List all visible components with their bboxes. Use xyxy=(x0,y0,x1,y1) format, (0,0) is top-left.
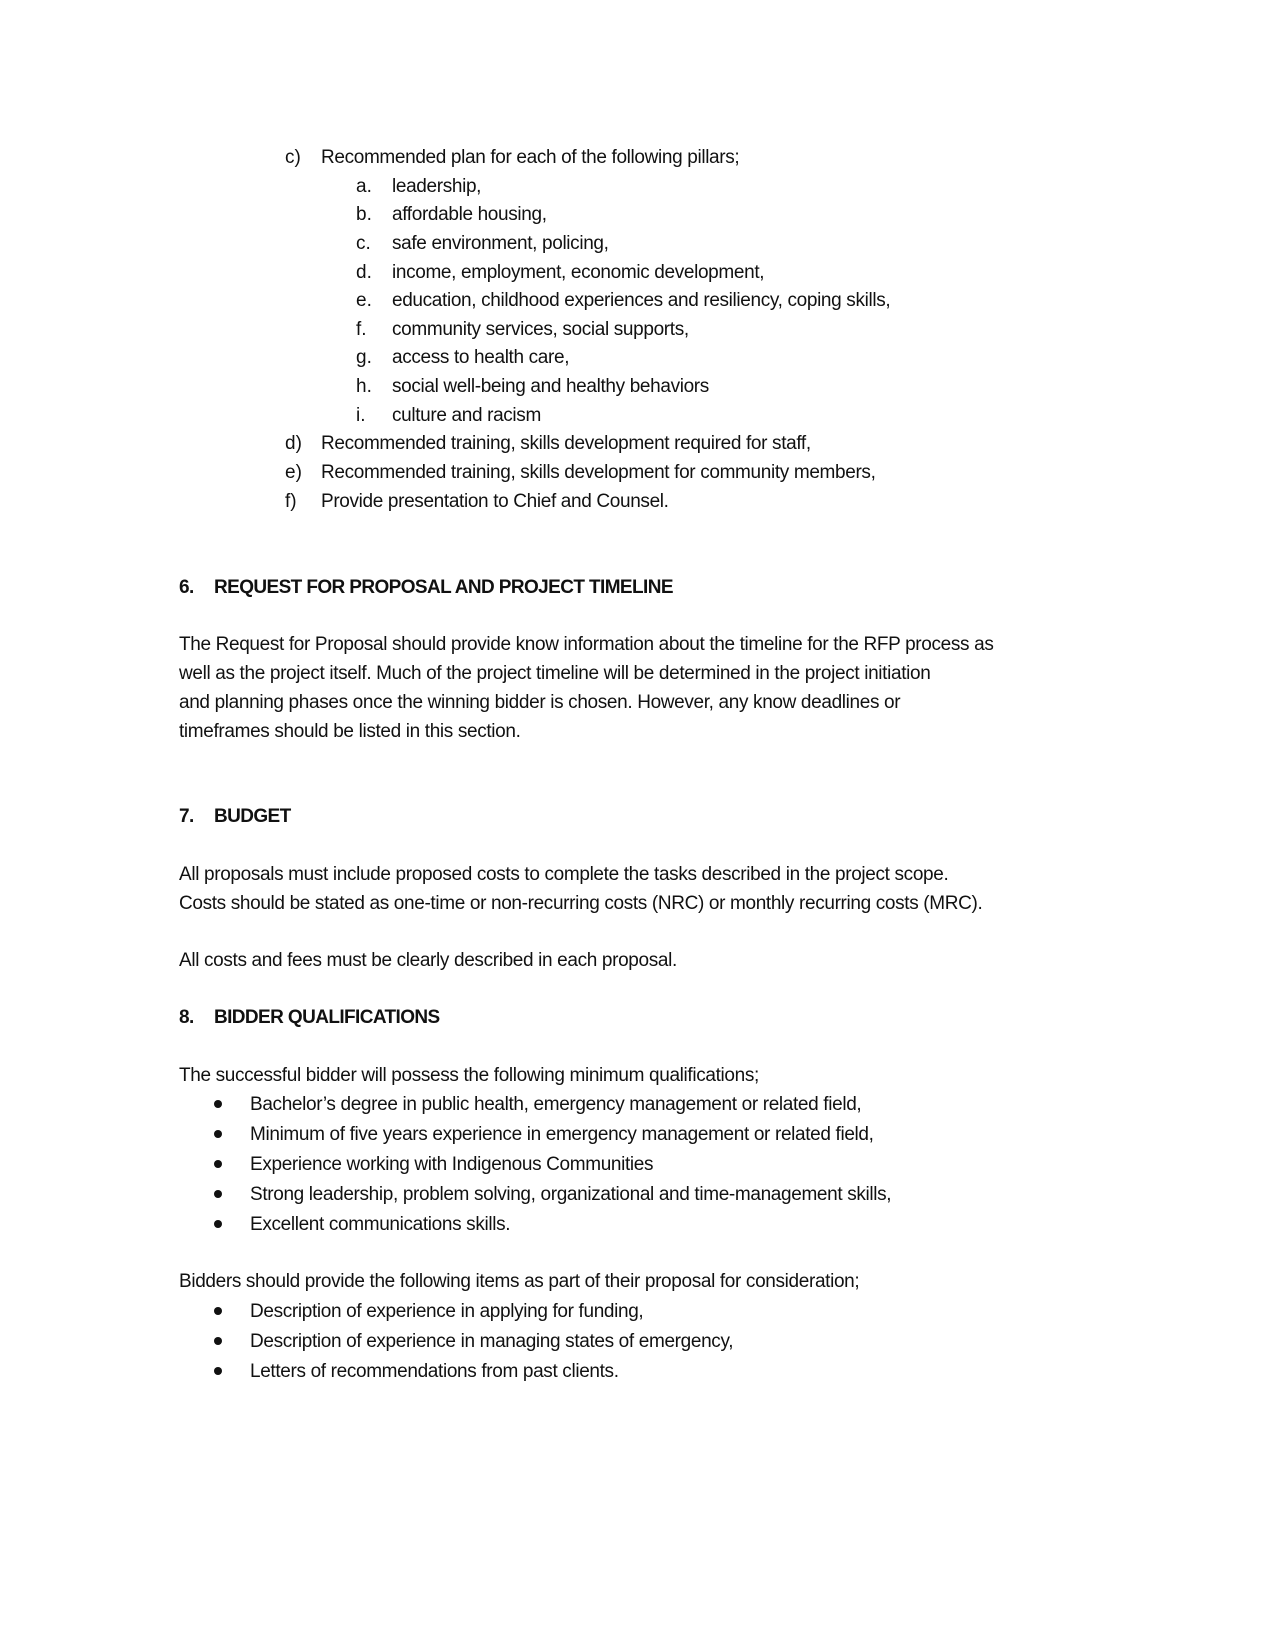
section-number: 8. xyxy=(179,1007,194,1028)
bullet-icon xyxy=(214,1100,222,1108)
bullet-icon xyxy=(214,1337,222,1345)
list-marker: e. xyxy=(356,290,372,311)
bullet-icon xyxy=(214,1130,222,1138)
list-item: Excellent communications skills. xyxy=(250,1214,511,1235)
list-item: Recommended training, skills development for community members, xyxy=(321,462,876,483)
paragraph: All costs and fees must be clearly described in each proposal. xyxy=(179,950,677,971)
list-marker: c. xyxy=(356,233,371,254)
list-marker: g. xyxy=(356,347,372,368)
paragraph: Bidders should provide the following items as part of their proposal for consideration; xyxy=(179,1271,860,1292)
bullet-icon xyxy=(214,1220,222,1228)
list-marker: c) xyxy=(285,147,301,168)
bullet-icon xyxy=(214,1307,222,1315)
section-number: 6. xyxy=(179,577,194,598)
section-heading: BUDGET xyxy=(214,806,291,827)
section-heading: REQUEST FOR PROPOSAL AND PROJECT TIMELINE xyxy=(214,577,673,598)
list-item: Provide presentation to Chief and Counsel. xyxy=(321,491,669,512)
list-marker: a. xyxy=(356,176,372,197)
list-marker: f) xyxy=(285,491,297,512)
list-marker: e) xyxy=(285,462,302,483)
list-marker: h. xyxy=(356,376,372,397)
list-item: Bachelor’s degree in public health, emergency management or related field, xyxy=(250,1094,862,1115)
list-marker: f. xyxy=(356,319,367,340)
list-item: Description of experience in managing states of emergency, xyxy=(250,1331,734,1352)
paragraph-line: timeframes should be listed in this section. xyxy=(179,721,521,742)
list-item: Letters of recommendations from past clients. xyxy=(250,1361,619,1382)
list-marker: d) xyxy=(285,433,302,454)
list-item: leadership, xyxy=(392,176,482,197)
bullet-icon xyxy=(214,1367,222,1375)
bullet-icon xyxy=(214,1160,222,1168)
paragraph-line: and planning phases once the winning bidder is chosen. However, any know deadlines or xyxy=(179,692,901,713)
list-item: Minimum of five years experience in emergency management or related field, xyxy=(250,1124,874,1145)
list-item: income, employment, economic development, xyxy=(392,262,765,283)
list-marker: i. xyxy=(356,405,366,426)
paragraph-line: well as the project itself. Much of the project timeline will be determined in the project initiation xyxy=(179,663,931,684)
list-item: Description of experience in applying for funding, xyxy=(250,1301,644,1322)
list-item: safe environment, policing, xyxy=(392,233,609,254)
paragraph-line: The Request for Proposal should provide know information about the timeline for the RFP process as xyxy=(179,634,994,655)
paragraph: The successful bidder will possess the following minimum qualifications; xyxy=(179,1065,759,1086)
bullet-icon xyxy=(214,1190,222,1198)
section-heading: BIDDER QUALIFICATIONS xyxy=(214,1007,440,1028)
list-marker: b. xyxy=(356,204,372,225)
list-item: Experience working with Indigenous Communities xyxy=(250,1154,654,1175)
list-item-text: Recommended plan for each of the following pillars; xyxy=(321,147,740,168)
list-marker: d. xyxy=(356,262,372,283)
list-item: Recommended training, skills development required for staff, xyxy=(321,433,811,454)
paragraph-line: Costs should be stated as one-time or non-recurring costs (NRC) or monthly recurring costs (MRC). xyxy=(179,893,983,914)
list-item: affordable housing, xyxy=(392,204,547,225)
list-item: Strong leadership, problem solving, organizational and time-management skills, xyxy=(250,1184,892,1205)
list-item: social well-being and healthy behaviors xyxy=(392,376,709,397)
paragraph-line: All proposals must include proposed costs to complete the tasks described in the project scope. xyxy=(179,864,949,885)
list-item: community services, social supports, xyxy=(392,319,689,340)
list-item: education, childhood experiences and resiliency, coping skills, xyxy=(392,290,891,311)
list-item: culture and racism xyxy=(392,405,541,426)
section-number: 7. xyxy=(179,806,194,827)
list-item: access to health care, xyxy=(392,347,570,368)
